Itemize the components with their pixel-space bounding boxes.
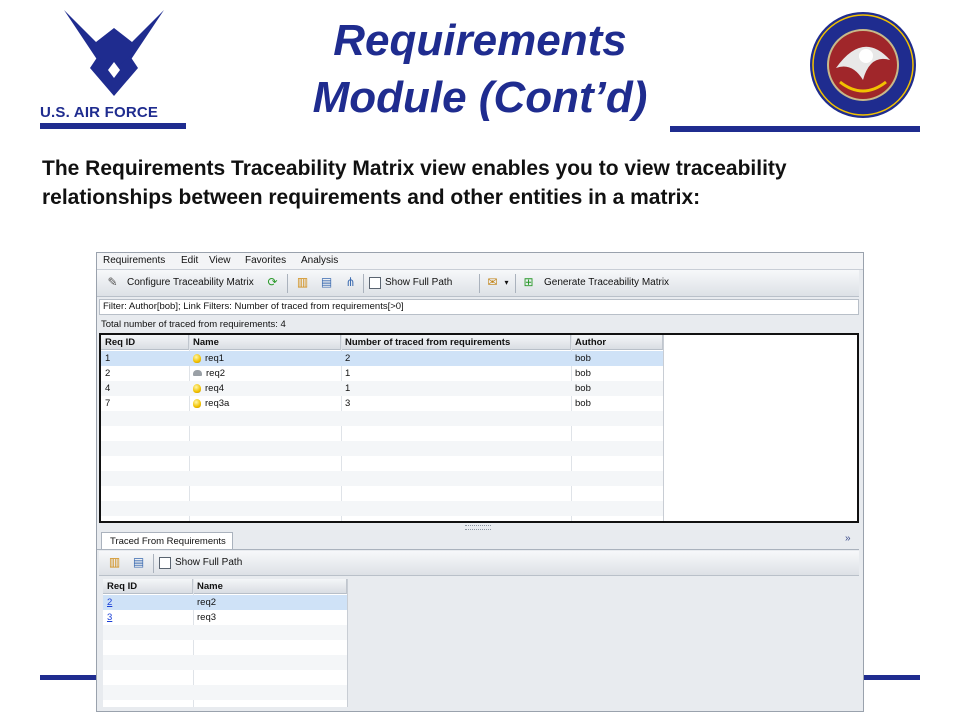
tab-underline — [97, 549, 859, 550]
show-full-path-checkbox[interactable] — [369, 277, 381, 289]
bottom-toolbar — [99, 551, 859, 576]
cell-req-id: 4 — [105, 383, 111, 394]
email-icon[interactable]: ✉ — [487, 275, 498, 289]
col-header-req-id[interactable]: Req ID — [103, 579, 193, 594]
col-header-author[interactable]: Author — [571, 335, 663, 350]
col-header-req-id[interactable]: Req ID — [101, 335, 189, 350]
cell-author: bob — [575, 368, 591, 379]
footer-rule-left — [40, 675, 96, 680]
grid-view-icon[interactable]: ▥ — [108, 555, 121, 569]
show-full-path-label: Show Full Path — [385, 277, 453, 288]
slide-title-line1: Requirements — [333, 16, 627, 65]
bulb-icon — [193, 384, 201, 393]
cell-author: bob — [575, 398, 591, 409]
configure-traceability-button[interactable]: Configure Traceability Matrix — [127, 277, 254, 288]
cell-traced-count: 1 — [345, 368, 351, 379]
empty-row — [101, 501, 663, 516]
logo-wordmark: U.S. AIR FORCE — [40, 104, 159, 121]
cell-name-text: req3a — [205, 398, 230, 409]
cell-author: bob — [575, 353, 591, 364]
bulb-icon — [193, 354, 201, 363]
toolbar-separator — [153, 554, 154, 573]
collapse-chevron-icon[interactable]: » — [845, 533, 851, 544]
details-icon[interactable]: ▤ — [132, 555, 145, 569]
main-toolbar — [97, 270, 859, 297]
col-header-name[interactable]: Name — [189, 335, 341, 350]
table-row[interactable] — [103, 610, 347, 625]
toolbar-separator — [363, 274, 364, 293]
slide-body-text: The Requirements Traceability Matrix view enables you to view traceability relationships between requirements and other entities in a matrix: — [42, 157, 787, 209]
grid-view-icon[interactable]: ▥ — [296, 275, 309, 289]
cell-req-id — [103, 595, 193, 610]
empty-row — [101, 441, 663, 456]
req-id-link[interactable]: 3 — [107, 612, 113, 623]
empty-row — [103, 685, 347, 700]
table-row[interactable] — [101, 396, 663, 411]
cell-req-id — [103, 610, 193, 625]
cell-req-id: 1 — [105, 353, 111, 364]
show-full-path-label-bottom: Show Full Path — [175, 557, 243, 568]
traceability-matrix-grid — [99, 333, 859, 523]
toolbar-separator — [515, 274, 516, 293]
cell-name: req3 — [197, 612, 217, 623]
slide-title-line2: Module (Cont’d) — [312, 73, 648, 122]
filter-bar[interactable] — [99, 299, 859, 315]
col-header-traced-count[interactable]: Number of traced from requirements — [341, 335, 571, 350]
traced-from-grid — [103, 579, 348, 707]
cell-name — [189, 396, 341, 411]
generate-traceability-button[interactable]: Generate Traceability Matrix — [544, 277, 670, 288]
empty-row — [101, 471, 663, 486]
menu-edit[interactable]: Edit — [181, 255, 199, 266]
cell-name-text: req4 — [205, 383, 225, 394]
header-rule-right — [670, 126, 920, 132]
details-icon[interactable]: ▤ — [320, 275, 333, 289]
generate-matrix-icon[interactable]: ⊞ — [523, 275, 534, 289]
folder-grey-icon — [193, 370, 202, 376]
show-full-path-checkbox-bottom[interactable] — [159, 557, 171, 569]
col-header-name[interactable]: Name — [193, 579, 347, 594]
menu-bar — [97, 253, 863, 270]
empty-row — [103, 655, 347, 670]
total-count-text: Total number of traced from requirements: 4 — [101, 319, 286, 330]
cell-req-id: 2 — [105, 368, 111, 379]
cell-name: req2 — [197, 597, 217, 608]
cell-name — [189, 381, 341, 396]
toolbar-separator — [479, 274, 480, 293]
table-row[interactable] — [101, 351, 663, 366]
tab-traced-from-requirements[interactable]: Traced From Requirements — [101, 532, 233, 549]
menu-analysis[interactable]: Analysis — [301, 255, 339, 266]
cell-name-text: req2 — [206, 368, 226, 379]
req-id-link[interactable]: 2 — [107, 597, 113, 608]
cell-name-text: req1 — [205, 353, 225, 364]
wrench-icon[interactable]: ✎ — [107, 275, 118, 289]
splitter-handle[interactable] — [465, 525, 491, 530]
chevron-down-icon[interactable]: ▾ — [504, 278, 509, 287]
menu-view[interactable]: View — [209, 255, 231, 266]
cell-name — [189, 366, 341, 381]
footer-rule-right — [864, 675, 920, 680]
filter-text: Filter: Author[bob]; Link Filters: Number of traced from requirements[>0] — [103, 301, 404, 312]
menu-requirements[interactable]: Requirements — [103, 255, 166, 266]
cell-traced-count: 1 — [345, 383, 351, 394]
cell-req-id: 7 — [105, 398, 111, 409]
toolbar-separator — [287, 274, 288, 293]
tree-icon[interactable]: ⋔ — [345, 275, 356, 289]
cell-author: bob — [575, 383, 591, 394]
cell-name — [189, 351, 341, 366]
table-row[interactable] — [101, 381, 663, 396]
grid-line — [663, 335, 664, 521]
cell-traced-count: 3 — [345, 398, 351, 409]
bulb-icon — [193, 399, 201, 408]
aflcmc-seal — [808, 10, 918, 120]
empty-row — [103, 625, 347, 640]
table-row[interactable] — [101, 366, 663, 381]
header-rule-left — [40, 123, 186, 129]
menu-favorites[interactable]: Favorites — [245, 255, 287, 266]
table-row[interactable] — [103, 595, 347, 610]
cell-traced-count: 2 — [345, 353, 351, 364]
refresh-icon[interactable]: ⟳ — [267, 275, 278, 289]
app-screenshot — [96, 252, 864, 712]
empty-row — [101, 411, 663, 426]
